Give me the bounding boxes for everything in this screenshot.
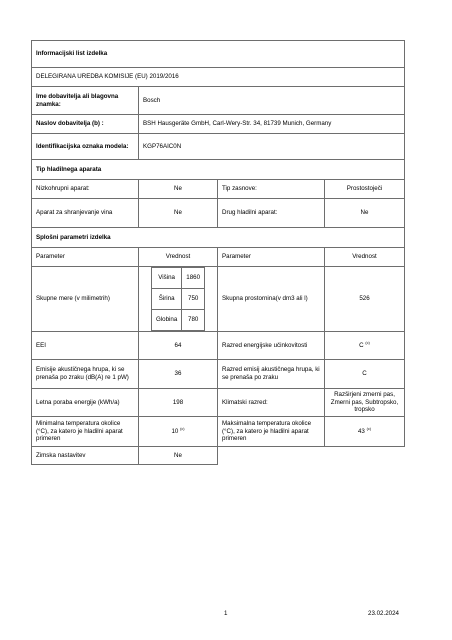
depth-label: Globina xyxy=(151,310,181,331)
depth-value: 780 xyxy=(182,310,205,331)
energy-class-value: C xyxy=(359,342,364,350)
model-label: Identifikacijska oznaka modela: xyxy=(32,134,139,160)
climate-class-label: Klimatski razred: xyxy=(218,389,325,417)
other-appliance-value: Ne xyxy=(325,199,405,228)
design-type-value: Prostostoječi xyxy=(325,180,405,199)
footer-date: 23.02.2024 xyxy=(368,610,399,617)
column-header-parameter-2: Parameter xyxy=(218,248,325,267)
column-header-value: Vrednost xyxy=(139,248,218,267)
noise-emission-label: Emisije akustičnega hrupa, ki se prenaša po zraku (dB(A) re 1 pW) xyxy=(32,360,139,389)
eei-label: EEI xyxy=(32,332,139,360)
max-temp-label: Maksimalna temperatura okolice (°C), za katero je hladilni aparat primeren xyxy=(218,417,325,447)
section-heading-general: Splošni parametri izdelka xyxy=(32,228,405,248)
noise-emission-value: 36 xyxy=(139,360,218,389)
noise-class-label: Razred emisij akustičnega hrupa, ki se prenaša po zraku xyxy=(218,360,325,389)
max-temp-cell xyxy=(325,417,405,447)
model-identifier: KGP76AIC0N xyxy=(139,134,405,160)
page-title: Informacijski list izdelka xyxy=(32,41,405,68)
total-volume-label: Skupna prostornina(v dm3 ali l) xyxy=(218,267,325,332)
energy-class-cell xyxy=(325,332,405,360)
total-volume-value: 526 xyxy=(325,267,405,332)
other-appliance-label: Drug hladilni aparat: xyxy=(218,199,325,228)
climate-class-value: Razširjeni zmerni pas, Zmerni pas, Subtropsko, tropsko xyxy=(325,389,405,417)
dimensions-table xyxy=(151,267,205,331)
height-label: Višina xyxy=(151,268,181,289)
max-temp-value: 43 xyxy=(357,428,365,436)
wine-storage-label: Aparat za shranjevanje vina xyxy=(32,199,139,228)
energy-class-label: Razred energijske učinkovitosti xyxy=(218,332,325,360)
width-value: 750 xyxy=(182,289,205,310)
supplier-name: Bosch xyxy=(139,87,405,115)
min-temp-label: Minimalna temperatura okolice (°C), za katero je hladilni aparat primeren xyxy=(32,417,139,447)
eei-value: 64 xyxy=(139,332,218,360)
width-label: Širina xyxy=(151,289,181,310)
regulation-reference: DELEGIRANA UREDBA KOMISIJE (EU) 2019/2016 xyxy=(32,68,405,87)
energy-class-note: (c) xyxy=(365,341,370,346)
column-header-value-2: Vrednost xyxy=(325,248,405,267)
noise-class-value: C xyxy=(325,360,405,389)
height-value: 1860 xyxy=(182,268,205,289)
info-table xyxy=(31,40,405,465)
min-temp-value: 10 xyxy=(171,428,179,436)
annual-energy-value: 198 xyxy=(139,389,218,417)
section-heading-type: Tip hladilnega aparata xyxy=(32,160,405,180)
winter-setting-label: Zimska nastavitev xyxy=(32,447,139,465)
low-noise-label: Nizkohrupni aparat: xyxy=(32,180,139,199)
column-header-parameter: Parameter xyxy=(32,248,139,267)
min-temp-note: (c) xyxy=(180,427,185,432)
supplier-name-label: Ime dobavitelja ali blagovna znamka: xyxy=(32,87,139,115)
supplier-address: BSH Hausgeräte GmbH, Carl-Wery-Str. 34, 81739 Munich, Germany xyxy=(139,115,405,134)
low-noise-value: Ne xyxy=(139,180,218,199)
winter-setting-value: Ne xyxy=(139,447,218,465)
supplier-address-label: Naslov dobavitelja (b) : xyxy=(32,115,139,134)
max-temp-note: (c) xyxy=(366,427,372,432)
page-number: 1 xyxy=(224,610,228,617)
design-type-label: Tip zasnove: xyxy=(218,180,325,199)
dimensions-label: Skupne mere (v milimetrih) xyxy=(32,267,139,332)
min-temp-cell xyxy=(139,417,218,447)
annual-energy-label: Letna poraba energije (kWh/a) xyxy=(32,389,139,417)
wine-storage-value: Ne xyxy=(139,199,218,228)
